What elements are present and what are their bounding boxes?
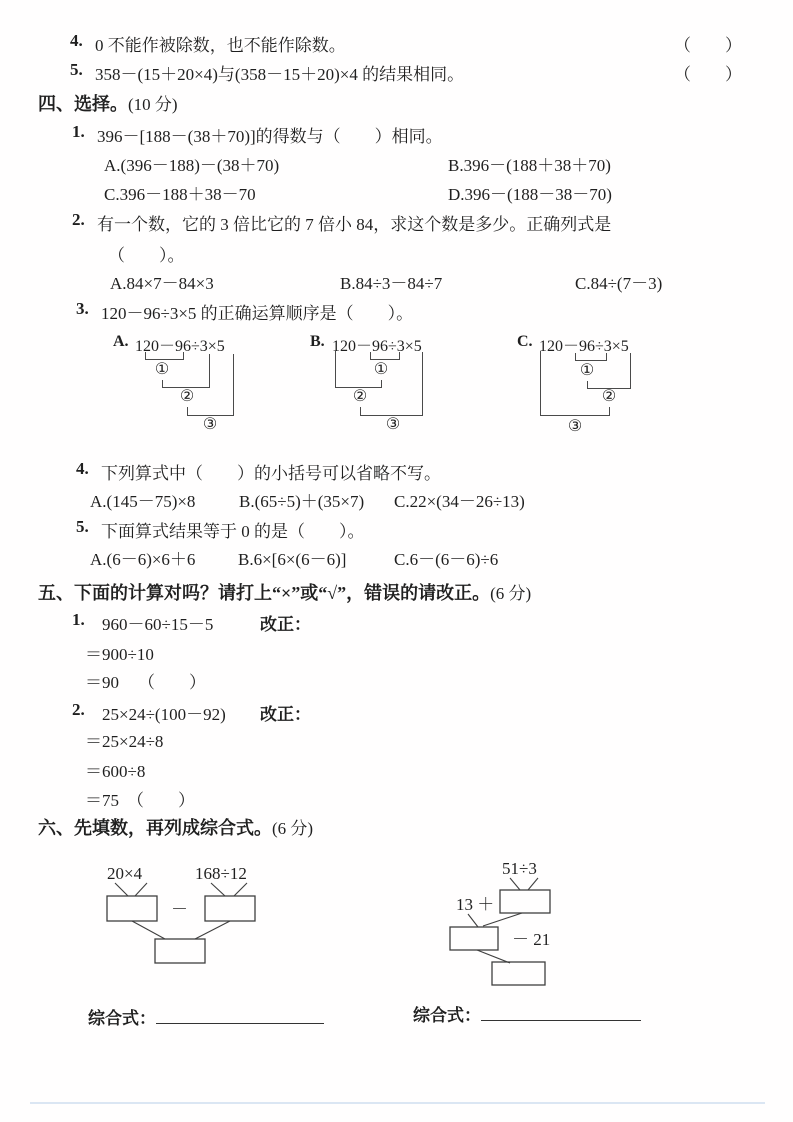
choice-q1-number: 1. <box>72 122 85 141</box>
fill-box <box>500 890 550 913</box>
choice-q4-option-b: B.(65÷5)＋(35×7) <box>239 492 365 511</box>
step-circle-2: ② <box>179 388 195 405</box>
underbrace-line <box>145 352 184 360</box>
choice-q2-option-c: C.84÷(7－3) <box>575 274 663 293</box>
order-diagram-a-expression: 120－96÷3×5 <box>135 338 225 355</box>
choice-q2-text: 有一个数，它的 3 倍比它的 7 倍小 84，求这个数是多少。正确列式是 <box>97 215 612 234</box>
page-bottom-rule <box>30 1102 765 1104</box>
judge-item-4-text: 0 不能作被除数，也不能作除数。 <box>95 36 346 55</box>
choice-q5-number: 5. <box>76 517 89 536</box>
section-four-score: (10 分) <box>128 95 178 114</box>
choice-q1-option-b: B.396－(188＋38＋70) <box>448 156 611 175</box>
choice-q1-text: 396－[188－(38＋70)]的得数与（ ）相同。 <box>97 127 443 146</box>
connector-line <box>135 883 147 896</box>
order-diagram-a-label: A. <box>113 333 129 350</box>
choice-q2-number: 2. <box>72 210 85 229</box>
compose-left-operator: － <box>171 900 188 919</box>
choice-q4-number: 4. <box>76 459 89 478</box>
fill-box <box>492 962 545 985</box>
choice-q5-text: 下面算式结果等于 0 的是（ ）。 <box>101 522 365 541</box>
connector-line <box>630 353 631 388</box>
choice-q5-option-b: B.6×[6×(6－6)] <box>238 550 347 569</box>
fill-box <box>155 939 205 963</box>
formula-blank-line <box>481 1005 641 1021</box>
choice-q1-option-d: D.396－(188－38－70) <box>448 185 612 204</box>
compose-left-caption: 综合式： <box>88 1009 156 1028</box>
choice-q3-text: 120－96÷3×5 的正确运算顺序是（ ）。 <box>101 304 414 323</box>
connector-line <box>540 351 541 415</box>
section-four-title-text: 四、选择。 <box>38 94 128 114</box>
fill-box <box>205 896 255 921</box>
connector-line <box>233 354 234 415</box>
connector-line <box>132 921 165 939</box>
order-diagram-b-label: B. <box>310 333 325 350</box>
choice-q4-text: 下列算式中（ ）的小括号可以省略不写。 <box>101 464 441 483</box>
choice-q1-option-a: A.(396－188)－(38＋70) <box>104 156 280 175</box>
check-item-2-line-2: ＝600÷8 <box>85 762 146 781</box>
order-diagram-b-expression: 120－96÷3×5 <box>332 338 422 355</box>
check-item-1-expression: 960－60÷15－5 <box>102 615 214 634</box>
check-item-1-correct-label: 改正： <box>260 615 311 634</box>
connector-line <box>187 407 234 416</box>
connector-line <box>195 921 230 939</box>
order-diagram-c-expression: 120－96÷3×5 <box>539 338 629 355</box>
check-item-1-line-1: ＝900÷10 <box>85 645 154 664</box>
check-item-2-answer-paren: （ ） <box>127 791 195 810</box>
step-circle-2: ② <box>352 388 368 405</box>
order-diagram-c-label: C. <box>517 333 533 350</box>
connector-line <box>209 354 210 387</box>
underbrace-line <box>575 353 607 361</box>
check-item-2-correct-label: 改正： <box>260 705 311 724</box>
fill-box <box>450 927 498 950</box>
judge-item-4-number: 4. <box>70 31 83 50</box>
step-circle-2: ② <box>601 388 617 405</box>
fill-box <box>107 896 157 921</box>
connector-line <box>483 913 522 926</box>
check-item-2-expression: 25×24÷(100－92) <box>102 705 226 724</box>
order-diagram-b <box>310 333 475 445</box>
connector-line <box>162 380 210 388</box>
step-circle-3: ③ <box>567 418 583 435</box>
judge-item-5-answer-paren: （ ） <box>674 65 742 84</box>
check-item-1-number: 1. <box>72 610 85 629</box>
choice-q2-option-b: B.84÷3－84÷7 <box>340 274 443 293</box>
compose-right-caption: 综合式： <box>413 1006 481 1025</box>
connector-line <box>115 883 128 896</box>
choice-q5-option-a: A.(6－6)×6＋6 <box>90 550 196 569</box>
compose-right-caption-row <box>413 1001 641 1026</box>
order-diagram-a <box>113 333 278 445</box>
connector-line <box>477 950 510 963</box>
choice-q5-option-c: C.6－(6－6)÷6 <box>394 550 499 569</box>
choice-q1-option-c: C.396－188＋38－70 <box>104 185 256 204</box>
section-five-title-text: 五、下面的计算对吗？请打上“×”或“√”，错误的请改正。 <box>38 583 491 603</box>
step-circle-1: ① <box>579 362 595 379</box>
compose-left-diagram <box>85 853 325 988</box>
connector-line <box>422 352 423 415</box>
check-item-1-answer-paren: （ ） <box>138 673 206 692</box>
judge-item-4-answer-paren: （ ） <box>674 36 742 55</box>
step-circle-3: ③ <box>385 416 401 433</box>
check-item-2-number: 2. <box>72 700 85 719</box>
connector-line <box>510 878 520 890</box>
compose-right-expr-top: 51÷3 <box>502 859 537 878</box>
compose-left-caption-row <box>88 1004 324 1029</box>
connector-line <box>528 878 538 890</box>
connector-line <box>234 883 247 896</box>
choice-q4-option-c: C.22×(34－26÷13) <box>394 492 525 511</box>
order-diagram-c <box>517 333 682 445</box>
formula-blank-line <box>156 1008 324 1024</box>
compose-left-expr-2: 168÷12 <box>195 864 247 883</box>
check-item-2-line-3: ＝75 <box>85 791 119 810</box>
step-circle-3: ③ <box>202 416 218 433</box>
choice-q4-option-a: A.(145－75)×8 <box>90 492 196 511</box>
section-five-title <box>38 579 531 605</box>
connector-line <box>211 883 225 896</box>
choice-q3-number: 3. <box>76 299 89 318</box>
compose-right-left-label: 13 ＋ <box>456 895 495 914</box>
judge-item-5-text: 358－(15＋20×4)与(358－15＋20)×4 的结果相同。 <box>95 65 465 84</box>
connector-line <box>335 380 382 388</box>
check-item-2-line-1: ＝25×24÷8 <box>85 732 164 751</box>
section-six-title-text: 六、先填数，再列成综合式。 <box>38 818 272 838</box>
section-four-title <box>38 90 178 116</box>
underbrace-line <box>370 352 400 360</box>
compose-right-diagram <box>440 848 660 988</box>
check-item-1-line-2: ＝90 <box>85 673 119 692</box>
section-six-title <box>38 814 313 840</box>
compose-right-right-label: － 21 <box>512 930 551 949</box>
compose-left-expr-1: 20×4 <box>107 864 143 883</box>
section-six-score: (6 分) <box>272 819 314 838</box>
step-circle-1: ① <box>154 361 170 378</box>
section-five-score: (6 分) <box>490 584 532 603</box>
connector-line <box>468 914 478 927</box>
choice-q2-option-a: A.84×7－84×3 <box>110 274 214 293</box>
choice-q2-answer-paren: （ ）。 <box>108 246 185 265</box>
step-circle-1: ① <box>373 361 389 378</box>
judge-item-5-number: 5. <box>70 60 83 79</box>
connector-line <box>540 407 610 416</box>
connector-line <box>360 407 423 416</box>
